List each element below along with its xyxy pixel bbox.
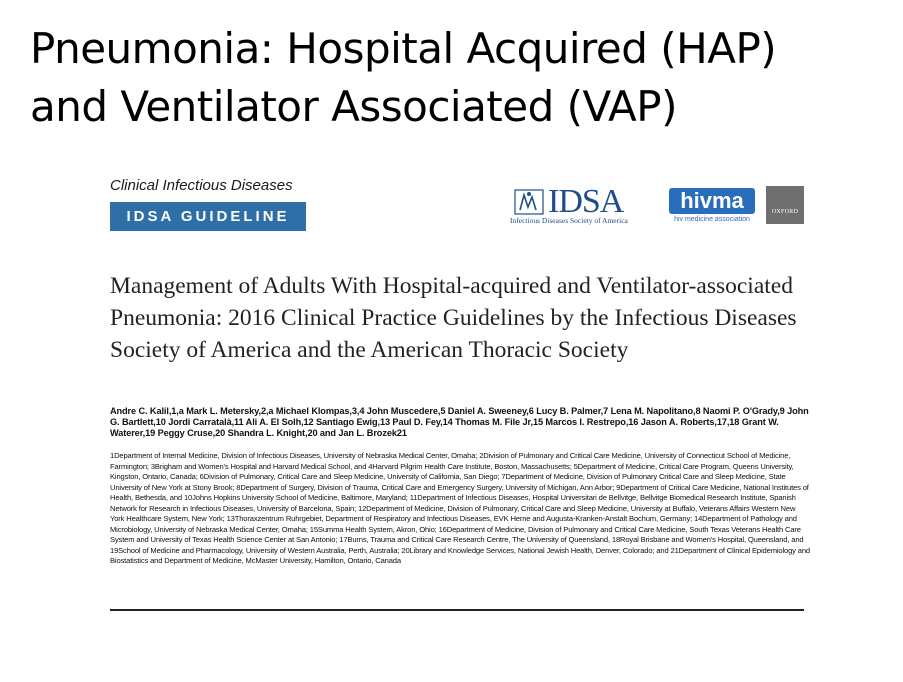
paper-title: Management of Adults With Hospital-acquired and Ventilator-associated Pneumonia: 2016 Clinical Practice Guidelines by the Infectious Diseases Society of America and the American Thoracic Society <box>110 273 797 363</box>
hivma-logo <box>669 188 755 223</box>
author-list: Andre C. Kalil,1,a Mark L. Metersky,2,a Michael Klompas,3,4 John Muscedere,5 Daniel A. Sweeney,6 Lucy B. Palmer,7 Lena M. Napolitano,8 Naomi P. O'Grady,9 John G. Bartlett,10 Jordi Carratalà,11 Ali A. El Solh,12 Santiago Ewig,13 Paul D. Fey,14 Thomas M. File Jr,15 Marcos I. Restrepo,16 Jason A. Roberts,17,18 Grant W. Waterer,19 Peggy Cruse,20 Shandra L. Knight,20 and Jan L. Brozek21 <box>110 406 809 438</box>
oxford-logo: OXFORD <box>766 186 804 224</box>
affiliations-text: 1Department of Internal Medicine, Division of Infectious Diseases, University of Nebraska Medical Center, Omaha; 2Division of Pulmonary and Critical Care Medicine, University of Connecticut School of Medicine, Farmington; 3Brigham and Women's Hospital and Harvard Medical School, and 4Harvard Pilgrim Health Care Institute, Boston, Massachusetts; 5Department of Medicine, Critical Care Program, Queens University, Kingston, Ontario, Canada; 6Division of Pulmonary, Critical Care and Sleep Medicine, University of California, San Diego; 7Department of Medicine, Division of Pulmonary Critical Care and Sleep Medicine, State University of New York at Stony Brook; 8Department of Surgery, Division of Trauma, Critical Care and Emergency Surgery, University of Michigan, Ann Arbor; 9Department of Critical Care Medicine, National Institutes of Health, Bethesda, and 10Johns Hopkins University School of Medicine, Baltimore, Maryland; 11Department of Infectious Diseases, Hospital Universitari de Bellvitge, Bellvitge Biomedical Research Institute, Spanish Network for Research in Infectious Diseases, University of Barcelona, Spain; 12Department of Medicine, Division of Pulmonary, Critical Care and Sleep Medicine, University at Buffalo, Veterans Affairs Western New York Healthcare System, New York; 13Thoraxzentrum Ruhrgebiet, Department of Respiratory and Infectious Diseases, EVK Herne and Augusta-Kranken-Anstalt Bochum, Germany; 14Department of Pathology and Microbiology, University of Nebraska Medical Center, Omaha; 15Summa Health System, Akron, Ohio; 16Department of Medicine, Division of Pulmonary and Critical Care Medicine, South Texas Veterans Health Care System and University of Texas Health Science Center at San Antonio; 17Burns, Trauma and Critical Care Research Centre, The University of Queensland, 18Royal Brisbane and Women's Hospital, Queensland, and 19School of Medicine and Pharmacology, University of Western Australia, Perth, Australia; 20Library and Knowledge Services, National Jewish Health, Denver, Colorado; and 21Department of Clinical Epidemiology and Biostatistics and Department of Medicine, McMaster University, Hamilton, Ontario, Canada <box>110 451 810 565</box>
hivma-logo-word: hivma <box>669 188 755 214</box>
publisher-logos <box>510 185 810 227</box>
slide-title-line-2: and Ventilator Associated (VAP) <box>30 82 678 131</box>
idsa-logo-subtitle: Infectious Diseases Society of America <box>510 216 628 225</box>
slide-title-line-1: Pneumonia: Hospital Acquired (HAP) <box>30 24 777 73</box>
divider-rule <box>110 609 804 611</box>
idsa-logo-word: IDSA <box>548 183 624 220</box>
slide-title <box>30 20 890 136</box>
hivma-logo-subtitle: hiv medicine association <box>674 216 750 223</box>
affiliations <box>110 451 810 567</box>
guideline-band: IDSA GUIDELINE <box>110 202 306 231</box>
journal-name: Clinical Infectious Diseases <box>110 177 293 194</box>
